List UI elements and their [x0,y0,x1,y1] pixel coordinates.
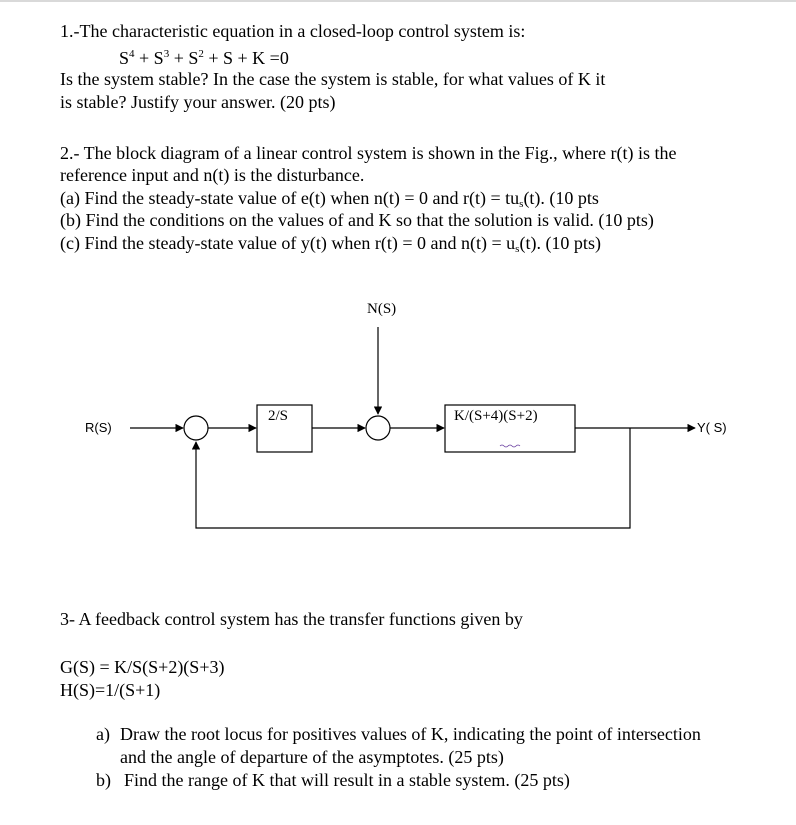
q3-b-line1: Find the range of K that will result in a stable system. (25 pts) [124,770,570,790]
q2-line2: reference input and n(t) is the disturbance. [60,165,365,185]
summing-junction-2 [366,416,390,440]
output-label: Y( S) [697,420,727,435]
block1-label: 2/S [268,408,289,424]
input-label: R(S) [85,420,112,435]
q3-a-label: a) [96,724,110,744]
q2-part-a: (a) Find the steady-state value of e(t) when n(t) = 0 and $r(t) = tu_s(t)$. (10 pts [60,188,599,210]
q3-a-line1: Draw the root locus for positives values of K, indicating the point of intersection [120,724,701,744]
q3-a-line2: and the angle of departure of the asymptotes. (25 pts) [120,747,504,767]
q2-part-b: (b) Find the conditions on the values of and K so that the solution is valid. (10 pts) [60,210,654,230]
q3-g: G(S) = K/S(S+2)(S+3) [60,657,225,677]
block-diagram [0,290,796,550]
q2-part-c: (c) Find the steady-state value of y(t) when r(t) = 0 and $n(t) = u_s(t)$. (10 pts) [60,233,601,255]
q1-title: 1.-The characteristic equation in a closed-loop control system is: [60,21,526,41]
disturbance-label: N(S) [367,301,397,317]
q2-line1: 2.- The block diagram of a linear control system is shown in the Fig., where r(t) is the [60,143,677,163]
q1-question-line1: Is the system stable? In the case the system is stable, for what values of K it [60,69,606,89]
q3-h: H(S)=1/(S+1) [60,680,161,700]
summing-junction-1 [184,416,208,440]
block2-label: K/(S+4)(S+2) [454,408,538,424]
top-border [0,0,796,2]
q3-b-label: b) [96,770,111,790]
q1-equation: $S^4 + S^3 + S^2 + S + K =0$ [119,48,289,68]
q1-question-line2: is stable? Justify your answer. (20 pts) [60,92,336,112]
q3-title: 3- A feedback control system has the transfer functions given by [60,609,523,629]
